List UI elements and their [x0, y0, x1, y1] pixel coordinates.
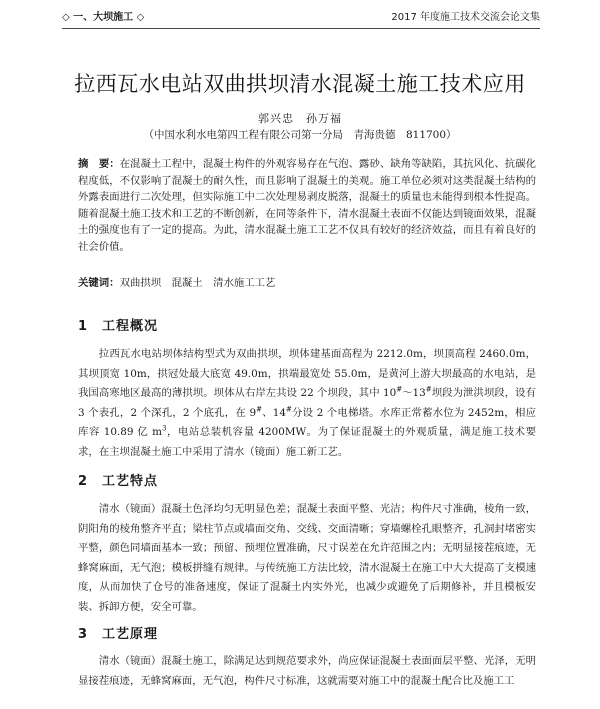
para-text: 、14 [261, 406, 286, 419]
header-rule [62, 28, 540, 29]
section-title: 工艺原理 [102, 627, 159, 642]
section-1-paragraph [78, 345, 536, 462]
para-text: 拉西瓦水电站坝体结构型式为双曲拱坝，坝体建基面高程为 2212.0m，坝顶高程 2460.0m，其坝顶宽 10m，拱冠处最大底宽 49.0m，拱端最宽处 55.0m，是黄河上游大坝最高的水电站，是我国高寒地区最高的薄拱坝。坝体从右岸左共设 22 个坝段，其中 10 [78, 348, 536, 399]
superscript: 3 [162, 424, 167, 433]
para-text: 分设 2 个电梯塔。水库正常蓄水位为 2452m，相应库容 10.89 亿 m [78, 406, 536, 438]
keywords-text: 双曲拱坝 混凝土 清水施工工艺 [119, 277, 276, 289]
running-header [62, 10, 540, 26]
keywords [78, 275, 536, 291]
section-3-paragraph: 清水（镜面）混凝土施工，除满足达到规范要求外，尚应保证混凝土表面面层平整、光泽，无明显接茬痕迹，无蜂窝麻面，无气泡，构件尺寸标准，这就需要对施工中的混凝土配合比及施工工 [78, 655, 536, 687]
para-text: ～13 [402, 387, 426, 399]
section-heading-2 [78, 470, 158, 489]
abstract-text: 在混凝土工程中，混凝土构件的外观容易存在气泡、露砂、缺角等缺陷，其抗风化、抗碳化程度低，不仅影响了混凝土的耐久性，而且影响了混凝土的美观。施工单位必须对这类混凝土结构的外露表面进行二次处理，但实际施工中二次处理易剥皮脱落，混凝土的质量也未能得到根本性提高。随着混凝土施工技术和工艺的不断创新，在同等条件下，清水混凝土表面不仅能达到镜面效果，混凝土的强度也有了一定的提高。为此，清水混凝土施工工艺不仅具有较好的经济效益，而且有着良好的社会价值。 [78, 158, 536, 253]
section-number: 1 [78, 319, 89, 334]
header-section-label: ◇ 一、大坝施工 ◇ [62, 12, 145, 23]
section-title: 工程概况 [102, 319, 159, 334]
section-heading-3 [78, 623, 158, 642]
author-names: 郭兴忠 孙万福 [258, 112, 342, 125]
superscript: # [256, 405, 262, 414]
superscript: # [396, 385, 403, 394]
abstract-label: 摘 要： [78, 158, 120, 170]
abstract [78, 156, 536, 255]
section-title: 工艺特点 [102, 474, 159, 489]
keywords-label: 关键词： [78, 277, 120, 289]
author-affiliation: （中国水利水电第四工程有限公司第一分局 青海贵德 811700） [143, 129, 457, 141]
header-proceedings-title: 2017 年度施工技术交流会论文集 [391, 12, 540, 23]
section-2-paragraph: 清水（镜面）混凝土色泽均匀无明显色差；混凝土表面平整、光洁；构件尺寸准确，棱角一致，阴阳角的棱角整齐平直；梁柱节点或墙面交角、交线、交面清晰；穿墙螺栓孔眼整齐，孔洞封堵密实平整，颜色同墙面基本一致；预留、预埋位置准确，尺寸误差在允许范围之内；无明显接茬痕迹，无蜂窝麻面，无气泡；模板拼缝有规律。与传统施工方法比较，清水混凝土在施工中大大提高了支模速度，从而加快了仓号的准备速度，保证了混凝土内实外光，也减少或避免了后期修补，并且模板安装、拆卸方便，安全可靠。 [78, 503, 536, 613]
section-number: 3 [78, 627, 89, 642]
paper-title: 拉西瓦水电站双曲拱坝清水混凝土施工技术应用 [74, 72, 526, 96]
para-text: ，电站总装机容量 4200MW。为了保证混凝土的外观质量，满足施工技术要求，在主坝混凝土施工中采用了清水（镜面）施工新工艺。 [78, 426, 536, 458]
superscript: # [285, 405, 292, 414]
section-number: 2 [78, 474, 89, 489]
superscript: # [425, 385, 432, 394]
section-heading-1 [78, 315, 158, 334]
para-text: 坝段为泄洪坝段，设有 3 个表孔，2 个深孔，2 个底孔，在 9 [78, 387, 536, 419]
